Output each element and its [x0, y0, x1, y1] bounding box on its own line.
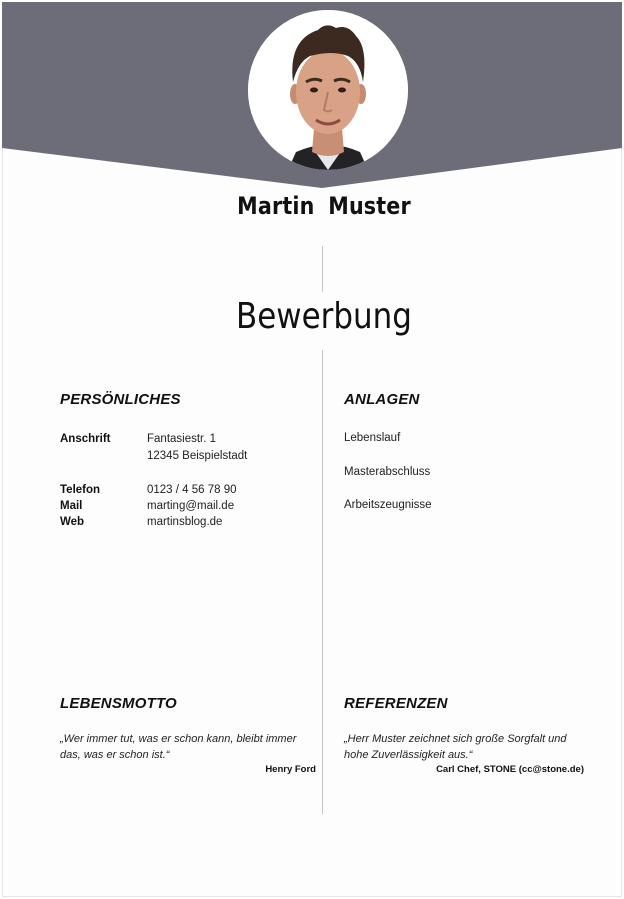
- web-value: martinsblog.de: [147, 516, 223, 528]
- references-heading: REFERENZEN: [344, 695, 448, 712]
- motto-quote-line2: das, was er schon ist.“: [60, 748, 170, 761]
- motto-quote-line1: „Wer immer tut, was er schon kann, bleibt immer: [60, 733, 297, 745]
- divider-center: [322, 350, 323, 814]
- attachment-item: Lebenslauf: [344, 432, 401, 444]
- last-name: Muster: [328, 192, 411, 220]
- address-line1: Fantasiestr. 1: [147, 433, 217, 445]
- document-title: Bewerbung: [236, 296, 412, 337]
- web-label: Web: [60, 516, 85, 528]
- reference-quote-line2: hohe Zuverlässigkeit aus.“: [344, 748, 473, 761]
- address-line2: 12345 Beispielstadt: [147, 450, 248, 462]
- first-name: Martin: [237, 192, 315, 220]
- attachments-heading: ANLAGEN: [344, 391, 420, 408]
- divider-top: [322, 246, 323, 292]
- attachment-item: Arbeitszeugnisse: [344, 499, 432, 511]
- motto-author: Henry Ford: [265, 764, 316, 775]
- phone-label: Telefon: [60, 484, 101, 496]
- reference-quote: [344, 732, 594, 763]
- motto-heading: LEBENSMOTTO: [60, 695, 177, 712]
- mail-label: Mail: [60, 500, 83, 512]
- profile-photo: [248, 10, 408, 170]
- mail-value: marting@mail.de: [147, 500, 235, 512]
- applicant-name: [45, 192, 602, 220]
- reference-author: Carl Chef, STONE (cc@stone.de): [436, 764, 584, 775]
- reference-quote-line1: „Herr Muster zeichnet sich große Sorgfalt und: [344, 733, 567, 745]
- motto-quote: [60, 732, 320, 763]
- personal-heading: PERSÖNLICHES: [60, 391, 181, 408]
- attachment-item: Masterabschluss: [344, 466, 431, 478]
- phone-value: 0123 / 4 56 78 90: [147, 484, 237, 496]
- address-label: Anschrift: [60, 433, 111, 445]
